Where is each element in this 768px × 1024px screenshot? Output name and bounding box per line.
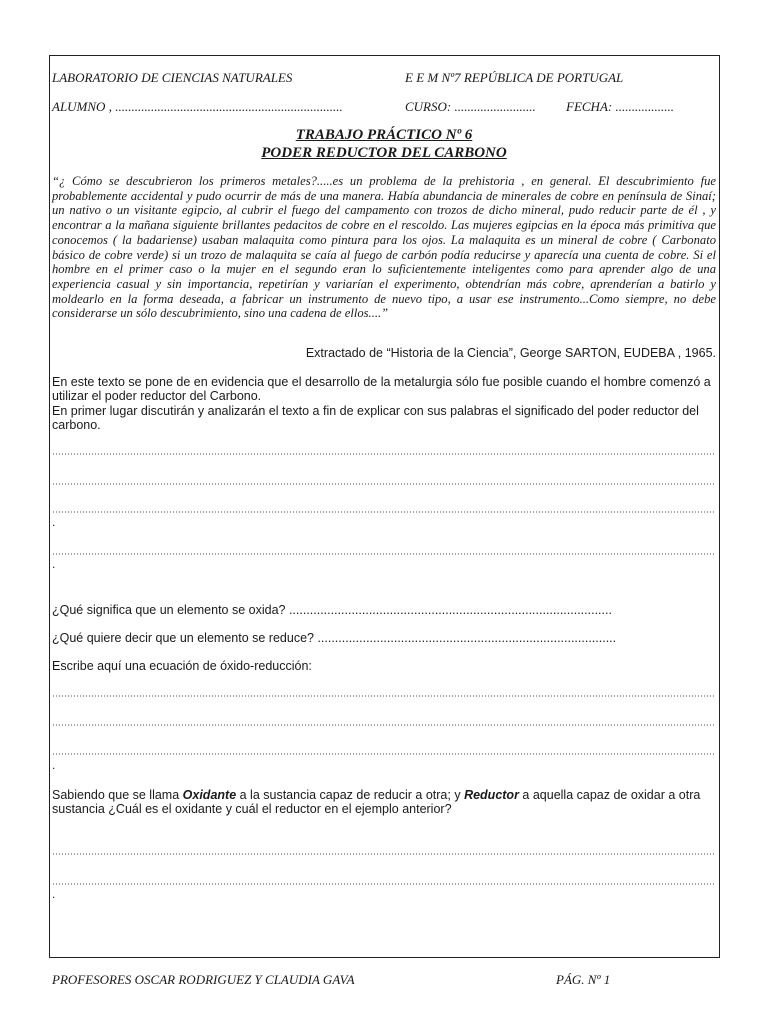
answer-line bbox=[52, 511, 714, 513]
answer-line bbox=[52, 753, 714, 755]
answer-line bbox=[52, 883, 714, 885]
intro-paragraph-1: En este texto se pone de en evidencia que el desarrollo de la metalurgia sólo fue posible cuando el hombre comenzó a utilizar el poder reductor del Carbono. bbox=[52, 375, 711, 404]
quote-text: “¿ Cómo se descubrieron los primeros metales?.....es un problema de la prehistoria , en general. El descubrimiento fue probablemente accidental y pudo ocurrir de más de una manera. Había abundancia de minerales de cobre en península de Sinaí; un nativo o un visitante egipcio, al cubrir el fuego del campamento con trozos de dicho mineral, pudo reducir parte de él , y encontrar a la mañana siguiente brillantes pedacitos de cobre en el rescoldo. Las mujeres egipcias en la época más primitiva que conocemos ( la badariense) usaban malaquita como pintura para los ojos. La malaquita es un mineral de cobre ( Carbonato básico de cobre verde) si un trozo de malaquita se caía al fuego de carbón podía reducirse y aparecía una cuenta de cobre. Si el hombre en el primer caso o la mujer en el segundo eran lo suficientemente inteligentes como para aprender algo de una experiencia casual y sin importancia, repetirían y variarían el experimento, obtendrían más cobre, aprenderían a batirlo y moldearlo en la forma deseada, a fabricar un instrumento de nuevo tipo, a usar ese instrumento...Como siempre, no debe considerarse un sólo descubrimiento, sino una cadena de ellos....” bbox=[52, 174, 716, 321]
date-field: FECHA: .................. bbox=[566, 99, 674, 114]
course-field: CURSO: ......................... bbox=[405, 99, 536, 114]
answer-line bbox=[52, 483, 714, 485]
question-oxida: ¿Qué significa que un elemento se oxida? ............................................................................................. bbox=[52, 603, 612, 617]
line-end-mark: . bbox=[52, 515, 56, 529]
quote-credit: Extractado de “Historia de la Ciencia”, George SARTON, EUDEBA , 1965. bbox=[305, 346, 716, 360]
practice-title: TRABAJO PRÁCTICO Nº 6 bbox=[295, 127, 473, 143]
school-name: E E M Nº7 REPÚBLICA DE PORTUGAL bbox=[405, 70, 624, 85]
line-end-mark: . bbox=[52, 758, 56, 772]
answer-line bbox=[52, 724, 714, 726]
intro-paragraph-2: En primer lugar discutirán y analizarán el texto a fin de explicar con sus palabras el significado del poder reductor del carbono. bbox=[52, 404, 699, 433]
line-end-mark: . bbox=[52, 887, 56, 901]
answer-line bbox=[52, 695, 714, 697]
lab-name: LABORATORIO DE CIENCIAS NATURALES bbox=[52, 70, 293, 85]
student-field: ALUMNO , ...................................................................... bbox=[52, 99, 343, 114]
line-end-mark: . bbox=[52, 557, 56, 571]
q4-text-post: a aquella capaz de oxidar a otra sustancia ¿Cuál es el oxidante y cuál el reductor en el ejemplo anterior? bbox=[52, 788, 701, 817]
answer-line bbox=[52, 553, 714, 555]
answer-line bbox=[52, 853, 714, 855]
term-reductor: Reductor bbox=[464, 788, 519, 802]
term-oxidante: Oxidante bbox=[182, 788, 237, 802]
question-equation: Escribe aquí una ecuación de óxido-reducción: bbox=[52, 659, 312, 673]
q4-text-pre: Sabiendo que se llama bbox=[52, 788, 183, 802]
footer-teachers: PROFESORES OSCAR RODRIGUEZ Y CLAUDIA GAVA bbox=[52, 972, 355, 987]
question-oxidante-reductor bbox=[52, 788, 716, 817]
question-reduce: ¿Qué quiere decir que un elemento se reduce? ...................................................................................... bbox=[52, 631, 617, 645]
practice-subtitle: PODER REDUCTOR DEL CARBONO bbox=[261, 145, 507, 161]
answer-line bbox=[52, 453, 714, 455]
footer-page-number: PÁG. Nº 1 bbox=[556, 972, 611, 987]
q4-text-mid: a la sustancia capaz de reducir a otra; y bbox=[236, 788, 465, 802]
